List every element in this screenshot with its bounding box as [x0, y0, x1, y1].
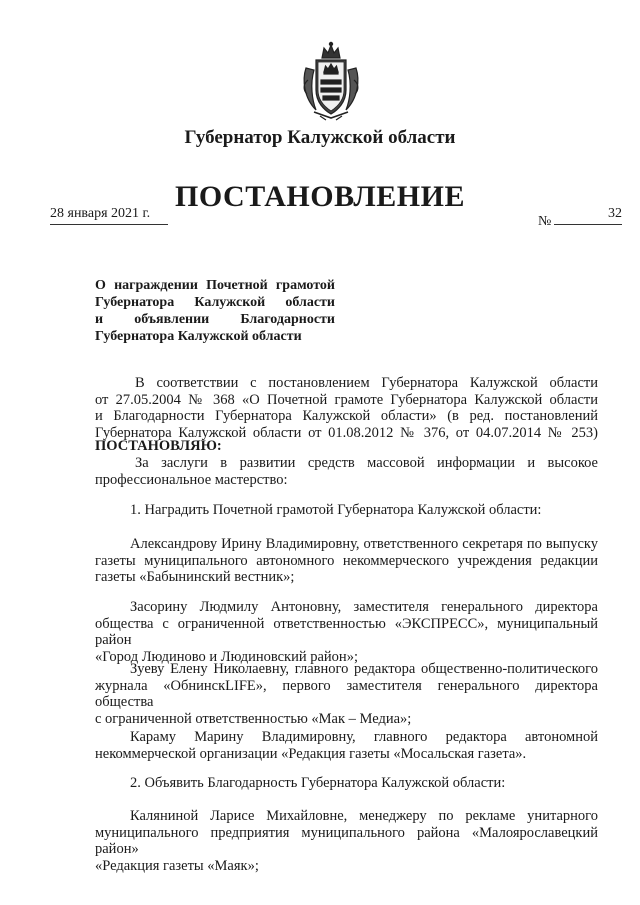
paragraph-line: муниципального предприятия муниципального района «Малоярославецкий район» — [95, 824, 598, 857]
paragraph-line: газеты муниципального автономного некоммерческого учреждения редакции — [95, 552, 598, 569]
paragraph-line: Засорину Людмилу Антоновну, заместителя генерального директора — [130, 599, 598, 615]
legal-basis-paragraph — [95, 375, 598, 441]
paragraph-line: журнала «ОбнинскLIFE», первого заместителя генерального директора общества — [95, 677, 598, 710]
issuing-authority: Губернатор Калужской области — [184, 127, 456, 148]
paragraph-line: профессиональное мастерство: — [95, 471, 288, 488]
recipient-paragraph — [95, 729, 598, 762]
paragraph-line: некоммерческой организации «Редакция газеты «Мосальская газета». — [95, 745, 527, 762]
paragraph-line: и Благодарности Губернатора Калужской области» (в ред. постановлений — [95, 408, 598, 424]
paragraph-line: За заслуги в развитии средств массовой информации и высокое — [135, 455, 598, 471]
paragraph-line: газеты «Бабынинский вестник»; — [95, 569, 295, 585]
paragraph-line: В соответствии с постановлением Губернатора Калужской области — [135, 375, 598, 391]
recipient-paragraph — [95, 599, 598, 665]
document-date: 28 января 2021 г. — [50, 206, 168, 225]
paragraph-line: «Город Людиново и Людиновский район»; — [95, 648, 358, 665]
document-number: 32 — [554, 206, 622, 225]
paragraph-line: Александрову Ирину Владимировну, ответственного секретаря по выпуску — [130, 536, 598, 552]
item-2-heading: 2. Объявить Благодарность Губернатора Калужской области: — [130, 775, 506, 791]
paragraph-line: Зуеву Елену Николаевну, главного редактора общественно-политического — [130, 661, 598, 677]
recipient-paragraph — [95, 661, 598, 727]
decree-word: ПОСТАНОВЛЯЮ: — [95, 438, 222, 454]
document-number-label: № — [538, 214, 552, 229]
recipient-paragraph — [95, 536, 598, 586]
paragraph-line: от 27.05.2004 № 368 «О Почетной грамоте Губернатора Калужской области — [95, 391, 598, 408]
subject-line: Губернатора Калужской области — [95, 329, 302, 344]
paragraph-line: с ограниченной ответственностью «Мак – Медиа»; — [95, 710, 412, 727]
paragraph-line: Каляниной Ларисе Михайловне, менеджеру по рекламе унитарного — [130, 808, 598, 824]
subject-line: Губернатора Калужской области — [95, 295, 335, 310]
merit-paragraph — [95, 455, 598, 488]
paragraph-line: общества с ограниченной ответственностью «ЭКСПРЕСС», муниципальный район — [95, 615, 598, 648]
subject-line: и объявлении Благодарности — [95, 312, 335, 327]
document-type-title: ПОСТАНОВЛЕНИЕ — [175, 180, 465, 213]
paragraph-line: «Редакция газеты «Маяк»; — [95, 857, 259, 874]
subject-line: О награждении Почетной грамотой — [95, 278, 335, 293]
paragraph-line: Губернатора Калужской области от 01.08.2012 № 376, от 04.07.2014 № 253) — [95, 424, 598, 441]
coat-of-arms-emblem — [300, 40, 362, 122]
paragraph-line: Караму Марину Владимировну, главного редактора автономной — [130, 729, 598, 745]
thanks-recipient-paragraph — [95, 808, 598, 874]
document-subject — [95, 277, 335, 345]
item-1-heading: 1. Наградить Почетной грамотой Губернатора Калужской области: — [130, 502, 542, 518]
